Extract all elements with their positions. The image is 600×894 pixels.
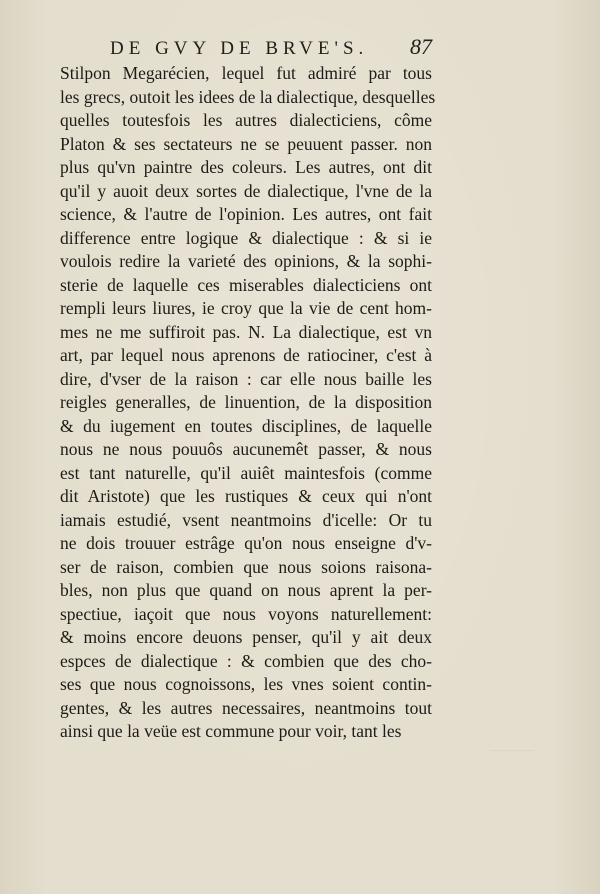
text-line: reigles generalles, de linuention, de la disposition (60, 392, 432, 412)
text-line: art, par lequel nous aprenons de ratiociner, c'est à (60, 345, 432, 365)
text-line: Platon & ses sectateurs ne se peuuent passer. non (60, 133, 432, 154)
text-line: gentes, & les autres necessaires, neantmoins tout (60, 697, 432, 718)
running-head: DE GVY DE BRVE'S. (110, 38, 369, 59)
text-line: rempli leurs liures, ie croy que la vie de cent hom- (60, 298, 432, 318)
body-text (60, 62, 436, 744)
text-line: voulois redire la varieté des opinions, & la sophi- (60, 251, 432, 271)
text-line: science, & l'autre de l'opinion. Les autres, ont fait (60, 204, 432, 224)
text-line: dire, d'vser de la raison : car elle nous baille les (60, 368, 432, 389)
text-line: ses que nous cognoissons, les vnes soient contin- (60, 674, 432, 694)
text-line: iamais estudié, vsent neantmoins d'icelle: Or tu (60, 509, 432, 530)
text-line: quelles toutesfois les autres dialecticiens, côme (60, 110, 432, 130)
text-line: ne dois trouuer estrâge qu'on nous enseigne d'v- (60, 533, 432, 553)
text-line: nous ne nous pouuôs aucunemêt passer, & nous (60, 439, 432, 459)
text-line: difference entre logique & dialectique : & si ie (60, 227, 432, 248)
text-line: plus qu'vn paintre des coleurs. Les autres, ont dit (60, 157, 432, 177)
text-line: ser de raison, combien que nous soions raisona- (60, 556, 432, 577)
text-line: est tant naturelle, qu'il auiêt maintesfois (comme (60, 462, 432, 483)
text-line: Stilpon Megarécien, lequel fut admiré par tous (60, 63, 432, 83)
text-line: dit Aristote) que les rustiques & ceux qui n'ont (60, 486, 432, 506)
text-line: sterie de laquelle ces miserables dialecticiens ont (60, 274, 432, 295)
show-through-mark (490, 750, 534, 777)
text-line: espces de dialectique : & combien que des cho- (60, 650, 432, 671)
page-number: 87 (410, 34, 432, 59)
text-line: ainsi que la veüe est commune pour voir, tant les (60, 721, 402, 741)
text-line: & du iugement en toutes disciplines, de laquelle (60, 415, 432, 436)
text-line: les grecs, outoit les idees de la dialectique, desquelles (60, 86, 436, 107)
text-line: qu'il y auoit deux sortes de dialectique, l'vne de la (60, 180, 432, 201)
text-line: & moins encore deuons penser, qu'il y ait deux (60, 627, 432, 647)
text-line: bles, non plus que quand on nous aprent la per- (60, 580, 432, 600)
text-line: spectiue, iaçoit que nous voyons naturellement: (60, 603, 432, 624)
text-line: mes ne me suffiroit pas. N. La dialectique, est vn (60, 321, 432, 342)
